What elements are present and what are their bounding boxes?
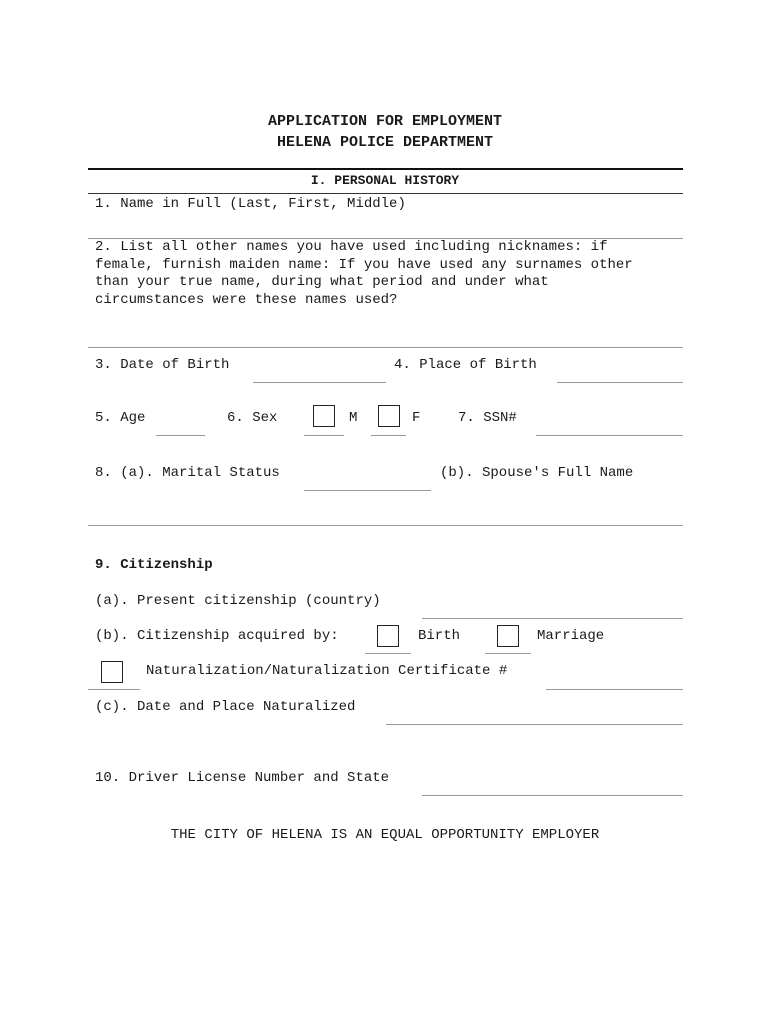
age-line[interactable] bbox=[156, 435, 205, 436]
present-citizenship-label: (a). Present citizenship (country) bbox=[95, 593, 381, 609]
sex-female-underline bbox=[371, 435, 406, 436]
place-of-birth-line[interactable] bbox=[557, 382, 683, 383]
sex-male-underline bbox=[304, 435, 344, 436]
form-title-line-2: HELENA POLICE DEPARTMENT bbox=[276, 134, 494, 151]
sex-male-label: M bbox=[349, 410, 358, 426]
date-of-birth-line[interactable] bbox=[253, 382, 386, 383]
age-label: 5. Age bbox=[95, 410, 146, 426]
marital-status-line[interactable] bbox=[304, 490, 431, 491]
naturalization-label: Naturalization/Naturalization Certificate # bbox=[146, 663, 508, 679]
name-in-full-label: 1. Name in Full (Last, First, Middle) bbox=[95, 196, 406, 212]
citizenship-heading: 9. Citizenship bbox=[95, 557, 213, 573]
ssn-line[interactable] bbox=[536, 435, 683, 436]
spouse-name-label: (b). Spouse's Full Name bbox=[440, 465, 634, 481]
other-names-label: 2. List all other names you have used including nicknames: if female, furnish maiden name: If you have used any surnames other than your true name, during what period and under what circumstances were these names used? bbox=[95, 239, 633, 309]
place-of-birth-label: 4. Place of Birth bbox=[394, 357, 537, 373]
marriage-checkbox[interactable] bbox=[497, 625, 519, 647]
section-bottom-rule bbox=[88, 193, 683, 194]
section-heading: I. PERSONAL HISTORY bbox=[310, 173, 460, 188]
sex-male-checkbox[interactable] bbox=[313, 405, 335, 427]
driver-license-label: 10. Driver License Number and State bbox=[95, 770, 390, 786]
date-place-naturalized-label: (c). Date and Place Naturalized bbox=[95, 699, 356, 715]
other-names-line[interactable] bbox=[88, 347, 683, 348]
date-of-birth-label: 3. Date of Birth bbox=[95, 357, 230, 373]
naturalization-underline bbox=[88, 689, 140, 690]
form-title-line-1: APPLICATION FOR EMPLOYMENT bbox=[267, 113, 503, 130]
sex-label: 6. Sex bbox=[227, 410, 278, 426]
citizenship-acquired-label: (b). Citizenship acquired by: bbox=[95, 628, 339, 644]
section-top-rule bbox=[88, 168, 683, 170]
sex-female-label: F bbox=[412, 410, 421, 426]
ssn-label: 7. SSN# bbox=[458, 410, 517, 426]
present-citizenship-line[interactable] bbox=[422, 618, 683, 619]
date-place-naturalized-line[interactable] bbox=[386, 724, 683, 725]
marriage-label: Marriage bbox=[537, 628, 605, 644]
spouse-name-line[interactable] bbox=[88, 525, 683, 526]
naturalization-checkbox[interactable] bbox=[101, 661, 123, 683]
sex-female-checkbox[interactable] bbox=[378, 405, 400, 427]
birth-underline bbox=[365, 653, 411, 654]
birth-checkbox[interactable] bbox=[377, 625, 399, 647]
marital-status-label: 8. (a). Marital Status bbox=[95, 465, 280, 481]
marriage-underline bbox=[485, 653, 531, 654]
certificate-number-line[interactable] bbox=[546, 689, 683, 690]
driver-license-line[interactable] bbox=[422, 795, 683, 796]
equal-opportunity-statement: THE CITY OF HELENA IS AN EQUAL OPPORTUNITY EMPLOYER bbox=[170, 827, 600, 843]
birth-label: Birth bbox=[418, 628, 461, 644]
